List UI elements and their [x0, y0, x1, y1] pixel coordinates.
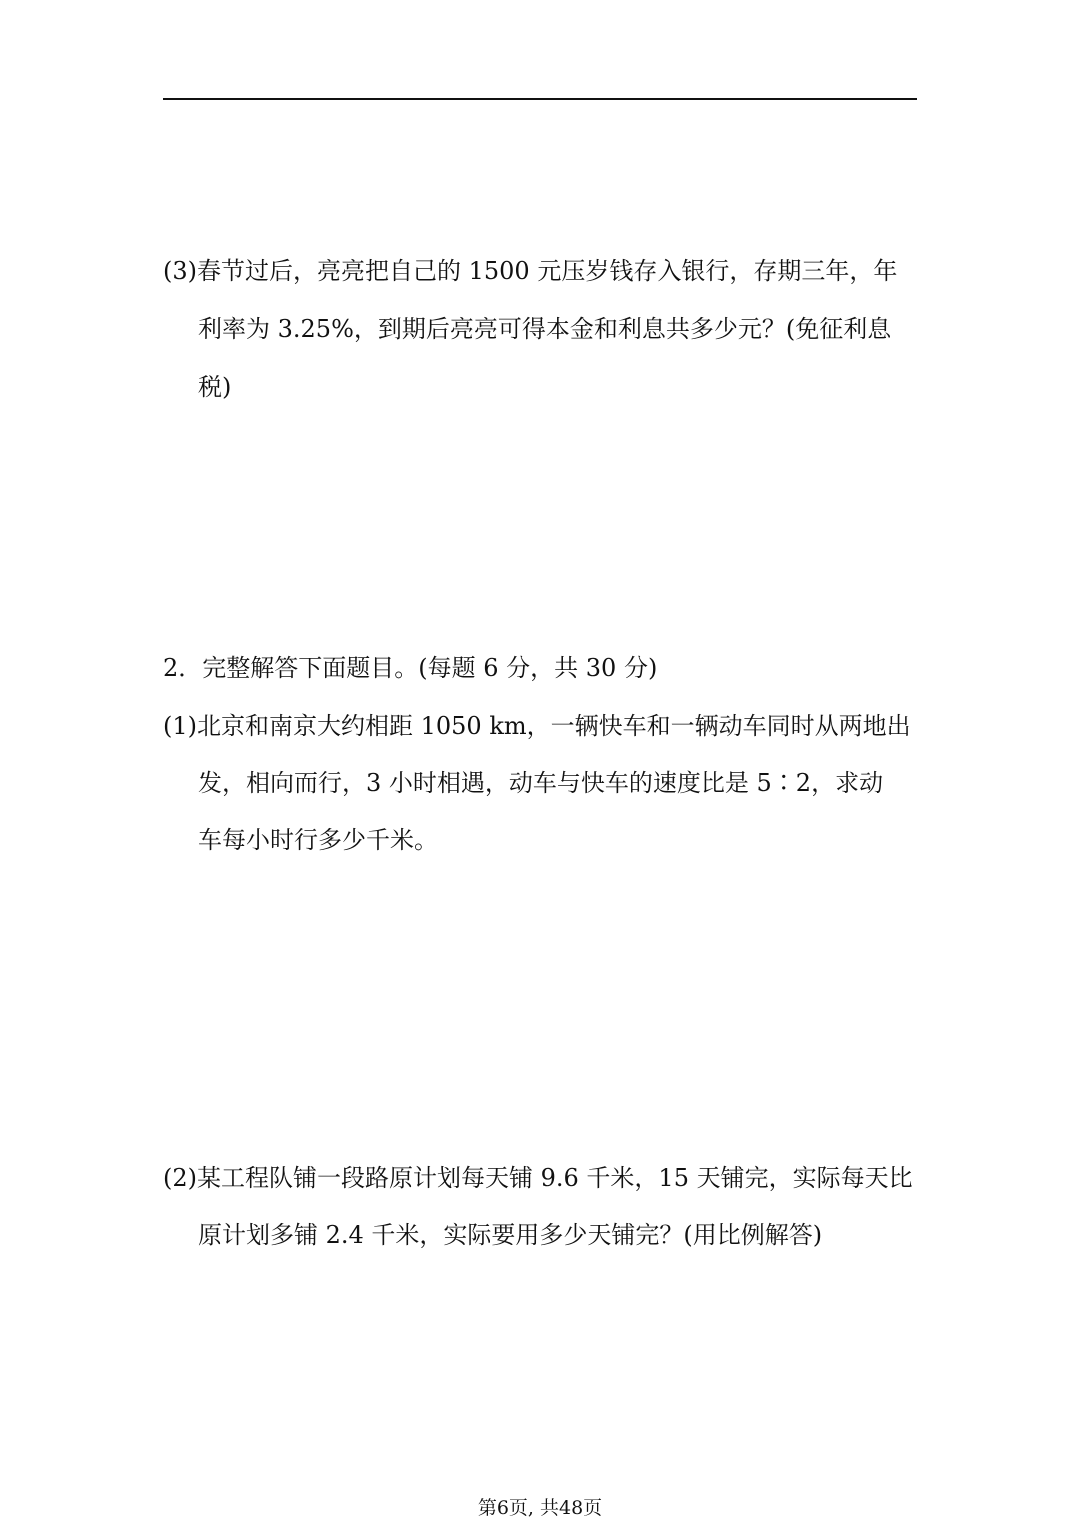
question-text-line: 车每小时行多少千米。 — [198, 826, 438, 854]
question-text-line: (1)北京和南京大约相距 1050 km，一辆快车和一辆动车同时从两地出 — [163, 712, 911, 740]
question-text-line: (2)某工程队铺一段路原计划每天铺 9.6 千米，15 天铺完，实际每天比 — [163, 1164, 913, 1192]
question-text-line: 原计划多铺 2.4 千米，实际要用多少天铺完？(用比例解答) — [198, 1221, 823, 1249]
header-rule — [163, 98, 917, 100]
question-text-line: 发，相向而行，3 小时相遇，动车与快车的速度比是 5∶2，求动 — [198, 769, 884, 797]
section-heading: 2．完整解答下面题目。(每题 6 分，共 30 分) — [163, 654, 658, 682]
page-number-footer: 第6页, 共48页 — [477, 1497, 603, 1519]
question-text-line: 利率为 3.25%，到期后亮亮可得本金和利息共多少元？(免征利息 — [198, 315, 892, 343]
question-text-line: (3)春节过后，亮亮把自己的 1500 元压岁钱存入银行，存期三年，年 — [163, 257, 898, 285]
question-text-line: 税) — [198, 373, 232, 401]
